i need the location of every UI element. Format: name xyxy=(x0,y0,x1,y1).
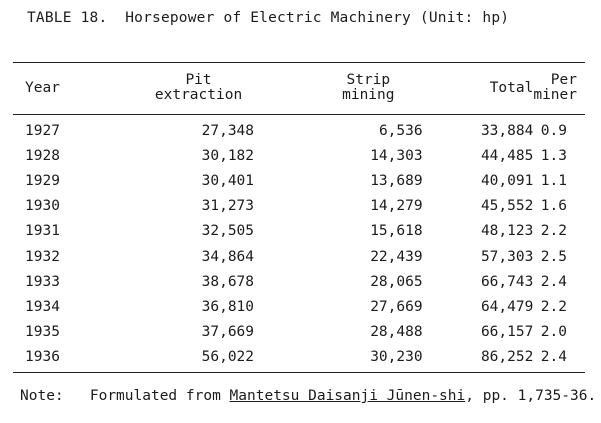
cell-year: 1932 xyxy=(25,248,60,265)
cell-per-miner: 1.3 xyxy=(540,147,567,164)
cell-total: 40,091 xyxy=(480,172,534,189)
table-title: TABLE 18. Horsepower of Electric Machinery (Unit: hp) xyxy=(27,10,510,26)
table-bottom-rule xyxy=(13,372,585,373)
cell-year: 1928 xyxy=(25,147,60,164)
table-row xyxy=(13,168,585,193)
column-header-pit-extraction xyxy=(78,62,254,114)
cell-year: 1936 xyxy=(25,349,60,366)
column-header-total-label: Total xyxy=(489,79,534,96)
column-header-per-miner xyxy=(533,62,585,114)
cell-strip-mining: 14,279 xyxy=(370,198,423,215)
cell-strip-mining: 6,536 xyxy=(378,122,423,139)
cell-pit-extraction: 38,678 xyxy=(201,273,255,290)
note-prefix: Formulated from xyxy=(89,388,230,404)
column-header-pit-line1: Pit xyxy=(185,72,212,88)
cell-year: 1935 xyxy=(25,324,60,341)
note-label: Note: xyxy=(20,388,64,404)
table-row xyxy=(13,244,585,269)
cell-per-miner: 1.6 xyxy=(540,198,567,215)
cell-pit-extraction: 31,273 xyxy=(201,198,255,215)
cell-total: 66,743 xyxy=(480,273,534,290)
column-header-total xyxy=(423,62,534,114)
cell-year: 1930 xyxy=(25,198,60,215)
cell-strip-mining: 30,230 xyxy=(370,349,423,366)
horsepower-table xyxy=(13,62,585,370)
column-header-per-miner-label: Per miner xyxy=(533,72,577,103)
table-row xyxy=(13,269,585,294)
cell-per-miner: 2.0 xyxy=(540,324,567,341)
cell-total: 64,479 xyxy=(480,298,534,315)
cell-strip-mining: 14,303 xyxy=(370,147,423,164)
cell-per-miner: 2.4 xyxy=(540,349,567,366)
cell-per-miner: 2.2 xyxy=(540,223,567,240)
column-header-year-label: Year xyxy=(25,79,60,96)
column-header-year xyxy=(13,62,78,114)
cell-total: 66,157 xyxy=(480,324,534,341)
table-row xyxy=(13,345,585,370)
cell-year: 1934 xyxy=(25,298,60,315)
column-header-pit-line2: extraction xyxy=(154,87,243,103)
table-row xyxy=(13,320,585,345)
column-header-strip-line1: Strip xyxy=(346,72,391,88)
table-row xyxy=(13,194,585,219)
cell-total: 44,485 xyxy=(480,147,534,164)
cell-total: 33,884 xyxy=(480,122,534,139)
cell-total: 45,552 xyxy=(480,198,534,215)
cell-per-miner: 0.9 xyxy=(540,122,567,139)
table-header-row xyxy=(13,62,585,114)
table-row xyxy=(13,294,585,319)
cell-strip-mining: 28,488 xyxy=(370,324,423,341)
note-suffix: , pp. 1,735-36. xyxy=(465,388,597,404)
cell-strip-mining: 13,689 xyxy=(370,172,423,189)
cell-strip-mining: 15,618 xyxy=(370,223,423,240)
table-row xyxy=(13,114,585,143)
cell-per-miner: 1.1 xyxy=(540,172,567,189)
cell-per-miner: 2.5 xyxy=(540,248,567,265)
cell-year: 1931 xyxy=(25,223,60,240)
table-row xyxy=(13,143,585,168)
cell-pit-extraction: 30,401 xyxy=(201,172,255,189)
cell-strip-mining: 28,065 xyxy=(370,273,423,290)
cell-pit-extraction: 27,348 xyxy=(201,122,255,139)
note-source-title: Mantetsu Daisanji Jūnen-shi xyxy=(229,388,466,404)
cell-year: 1933 xyxy=(25,273,60,290)
cell-per-miner: 2.4 xyxy=(540,273,567,290)
cell-pit-extraction: 36,810 xyxy=(201,298,255,315)
cell-per-miner: 2.2 xyxy=(540,298,567,315)
table-body xyxy=(13,114,585,370)
cell-total: 86,252 xyxy=(480,349,534,366)
cell-pit-extraction: 56,022 xyxy=(201,349,255,366)
cell-pit-extraction: 32,505 xyxy=(201,223,255,240)
cell-year: 1927 xyxy=(25,122,60,139)
table-row xyxy=(13,219,585,244)
cell-pit-extraction: 37,669 xyxy=(201,324,255,341)
table-note xyxy=(20,388,596,404)
cell-strip-mining: 22,439 xyxy=(370,248,423,265)
cell-total: 57,303 xyxy=(480,248,534,265)
column-header-strip-mining xyxy=(254,62,423,114)
cell-pit-extraction: 30,182 xyxy=(201,147,255,164)
cell-pit-extraction: 34,864 xyxy=(201,248,255,265)
cell-strip-mining: 27,669 xyxy=(370,298,423,315)
cell-year: 1929 xyxy=(25,172,60,189)
column-header-strip-line2: mining xyxy=(342,87,395,103)
cell-total: 48,123 xyxy=(480,223,534,240)
